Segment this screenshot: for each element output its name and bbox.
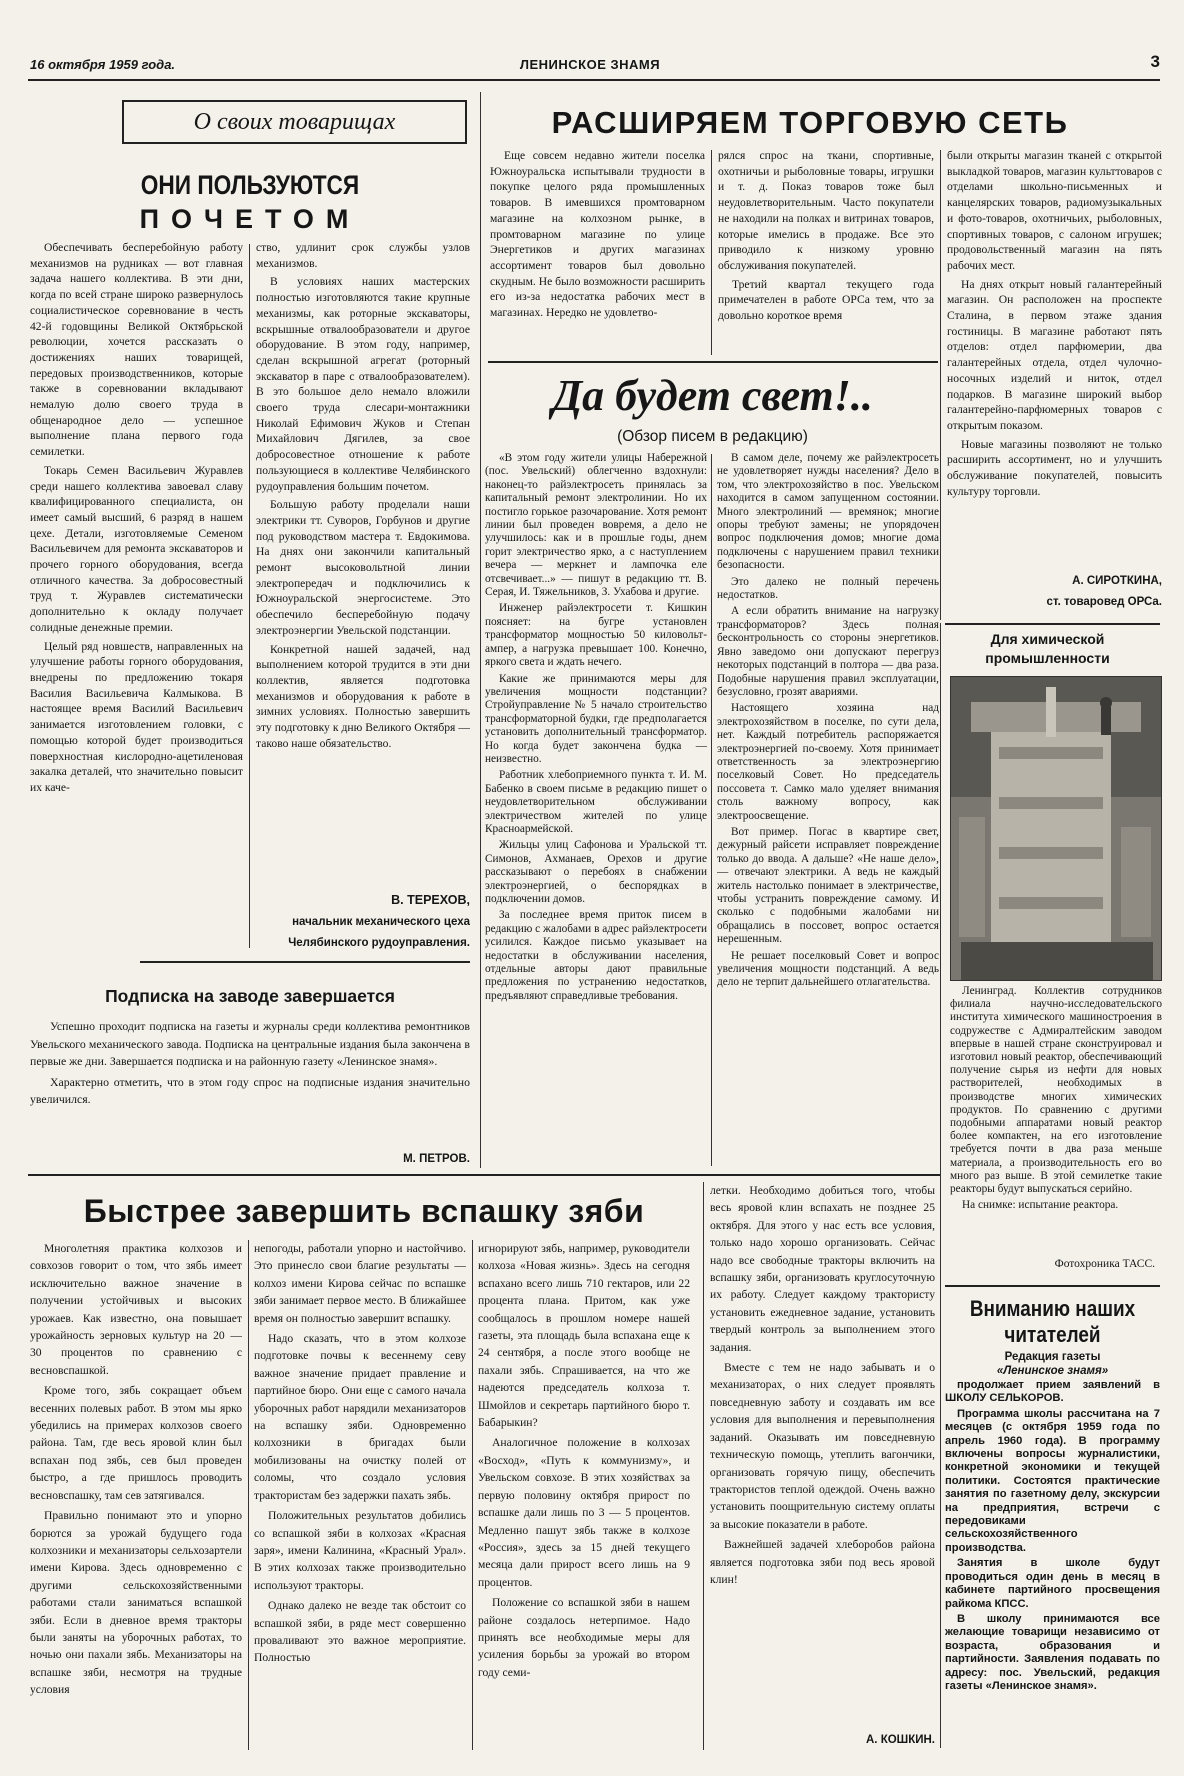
paragraph: Ленинград. Коллектив сотрудников филиала научно-исследовательского института химического машиностроения в содружестве с Адмиралтейским заводом впервые в нашей стране сконструировал и изготовил новый реактор, обеспечивающий получение сырья из нефти для новых растворителей, необходимых в производстве многих химических продуктов. По сравнению с другими подобными аппаратами новый реактор более компактен, на его изготовление требуется почти в два раза меньше материала, а производительность его во много раз выше. В этой семилетке такие реакторы будут выпускаться серийно. — [950, 985, 1162, 1196]
plowing-title: Быстрее завершить вспашку зяби — [83, 1193, 645, 1229]
paragraph: Многолетняя практика колхозов и совхозов говорит о том, что зябь имеет исключительно важное значение в получении устойчивых и высоких урожаев. Как известно, она повышает урожайность зерновых культур на 20 — 30 процентов по сравнению с весновспашкой. — [30, 1242, 242, 1377]
paragraph: Новые магазины позволяют не только расширить ассортимент, но и улучшить обслуживание покупателей, повысить культуру торговли. — [947, 437, 1162, 498]
trade-col1 — [490, 148, 705, 354]
paragraph: Положительных результатов добились со вспашкой зяби в колхозах «Красная заря», имени Калинина, «Красный Урал». В этих колхозах также производительно используют тракторы. — [254, 1509, 466, 1592]
comrades-col1 — [30, 240, 243, 950]
photo-caption — [950, 985, 1162, 1255]
subscription-signature: М. ПЕТРОВ. — [403, 1153, 470, 1165]
trade-signature-role: ст. товаровед ОРСа. — [1046, 596, 1162, 608]
section-rule — [945, 623, 1160, 625]
comrades-signature-name: В. ТЕРЕХОВ, — [391, 893, 470, 907]
column-rule — [248, 1240, 249, 1750]
notice-title-line2: читателей — [1004, 1322, 1101, 1347]
paragraph: Настоящего хозяина над электрохозяйством в поселке, по сути дела, нет. Каждый потребитель распоряжается электроэнергией по-своему. Хотя принимает ответственность за электроэнергию поселковый Совет. Но председатель поссовета т. Самко мало уделяет внимания столь важному вопросу, как электроосвещение. — [717, 702, 939, 822]
section-rule — [488, 361, 938, 363]
masthead: ЛЕНИНСКОЕ ЗНАМЯ — [519, 57, 661, 72]
light-subtitle: (Обзор писем в редакцию) — [617, 428, 808, 445]
paragraph: Обеспечивать бесперебойную работу механизмов на рудниках — вот главная задача нашего коллектива. В эти дни, когда по всей стране широко развернулось социалистическое соревнование в честь 42-й годовщины Великой Октябрьской революции, хочется рассказать о достижениях наших товарищей, передовых производственников, которые также в соревновании вкладывают немалую долю своего труда в общенародное дело — успешное выполнение плана первого года семилетки. — [30, 241, 243, 459]
paragraph: Работник хлебоприемного пункта т. И. М. Бабенко в своем письме в редакцию пишет о неудовлетворительном обслуживании электричеством жителей по улице Красноармейской. — [485, 769, 707, 835]
section-rule — [28, 1174, 940, 1176]
subscription-title: Подписка на заводе завершается — [105, 986, 395, 1006]
light-col2 — [717, 452, 939, 1164]
notice-lead1: Редакция газеты — [1004, 1351, 1101, 1363]
column-rule — [711, 454, 712, 1166]
paragraph: Какие же принимаются меры для увеличения мощности подстанции? Стройуправление № 5 начало строительство трансформаторной будки, где предполагается установить дополнительный трансформатор. Но когда будет закончена будка — неизвестно. — [485, 672, 707, 765]
rubric-box — [122, 100, 467, 144]
paragraph: Целый ряд новшеств, направленных на улучшение работы горного оборудования, внедрены по предложению токаря Василия Васильевича Калмыкова. В настоящее время Василий Васильевич занимается изготовлением головки, с помощью которой будет производиться поверхностная кислородно-ацетиленовая закалка деталей, что значительно повысит их каче- — [30, 639, 243, 794]
paragraph: были открыты магазин тканей с открытой выкладкой товаров, магазин культтоваров с отделами школьно-письменных и канцелярских товаров, радиомузыкальных и фото-товаров, охотничьих, рыболовных, спортивных товаров, с салоном игрушек; продовольственный магазин на пять рабочих мест. — [947, 149, 1162, 272]
column-rule — [711, 150, 712, 355]
paragraph: В школу принимаются все желающие товарищи независимо от возраста, образования и партийности. Заявления подавать по адресу: пос. Увельский, редакция газеты «Ленинское знамя». — [945, 1612, 1160, 1692]
trade-title: РАСШИРЯЕМ ТОРГОВУЮ СЕТЬ — [551, 105, 1069, 140]
paragraph: продолжает прием заявлений в ШКОЛУ СЕЛЬКОРОВ. — [945, 1379, 1160, 1405]
plowing-col2 — [254, 1240, 466, 1752]
trade-col3 — [947, 148, 1162, 568]
paragraph: На снимке: испытание реактора. — [962, 1199, 1119, 1212]
paragraph: В условиях наших мастерских полностью изготовляются такие крупные механизмы, как роторные экскаваторы, вскрышные отвалообразователи и другое оборудование. В этом году, например, сделан вскрышной агрегат (роторный экскаватор в паре с отвалообразователем). В это большое дело немало вложили своего труда слесари-монтажники Николай Ефимович Жуков и Степан Михайлович Дягилев, за свое добросовестное отношение к работе пользующиеся в коллективе Челябинского рудоуправления большим почетом. — [256, 275, 470, 493]
notice-lead2: «Ленинское знамя» — [996, 1365, 1109, 1377]
comrades-signature-role1: начальник механического цеха — [292, 916, 470, 928]
page-number: 3 — [1150, 52, 1160, 71]
paragraph: Положение со вспашкой зяби в нашем районе создалось нетерпимое. Надо принять все необходимые меры для усиления борьбы за урожай во втором году семи- — [478, 1596, 690, 1679]
reactor-photo — [950, 676, 1162, 981]
section-rule — [140, 961, 470, 963]
column-rule — [472, 1240, 473, 1750]
paragraph: летки. Необходимо добиться того, чтобы весь яровой клин вспахать не позднее 25 октября. Для этого у нас есть все условия, только надо хорошо организовать. Сейчас надо все свободные тракторы включить на вспашку зяби, организовать круглосуточную их работу. Следует каждому трактористу установить ежедневное задание, установить твердый контроль за выполнением этого задания. — [710, 1184, 935, 1354]
paragraph: Успешно проходит подписка на газеты и журналы среди коллектива ремонтников Увельского механического завода. Подписка на центральные издания была закончена в первые же дни. Завершается подписка и на районную газету «Ленинское знамя». — [30, 1019, 470, 1068]
paragraph: Аналогичное положение в колхозах «Восход», «Путь к коммунизму», и Увельском совхозе. В этих хозяйствах за первую половину октября прирост по вспашке дали лишь по 3 — 5 процентов. Медленно пашут зябь также в колхозе «Россия», здесь за 15 дней текущего месяца дали прирост всего лишь на 9 процентов. — [478, 1436, 690, 1589]
paragraph: Токарь Семен Васильевич Журавлев среди нашего коллектива завоевал славу квалифицированного специалиста, он имеет самый высший, 6 разряд в нашем цехе. Детали, изготовляемые Семеном Васильевичем для ремонта экскаваторов и прочего горного оборудования, всегда отличного качества. За добросовестный труд т. Журавлев систематически дополнительно к окладу получает солидные денежные премии. — [30, 463, 243, 634]
paragraph: Надо сказать, что в этом колхозе подготовке почвы к весеннему севу важное значение придает правление и партийное бюро. Они еще с самого начала уборочных работ нарядили механизаторов на вспашку зяби. Одновременно колхозники в бригадах были мобилизованы на очистку полей от соломы, что создало условия трактористам без задержки пахать зябь. — [254, 1332, 466, 1502]
paragraph: непогоды, работали упорно и настойчиво. Это принесло свои благие результаты — колхоз имени Кирова сейчас по вспашке зяби занимает первое место. В ближайшее время он полностью завершит вспашку. — [254, 1242, 466, 1325]
light-col1 — [485, 452, 707, 1164]
reactor-photo-image — [951, 677, 1162, 981]
paragraph: рялся спрос на ткани, спортивные, охотничьи и рыболовные товары, игрушки и т. д. Показ товаров тоже был неудовлетворительным. Часто покупатели не находили на полках и витринах товаров, которые имелись в продаже. Все это приводило к низкому уровню обслуживания покупателей. — [718, 149, 934, 272]
paragraph: Жильцы улиц Сафонова и Уральской тт. Симонов, Ахманаев, Орехов и другие рассказывают о перебоях в снабжении электроэнергией, о беспорядках в подключении домов. — [485, 839, 707, 905]
paragraph: Это далеко не полный перечень недостатков. — [717, 575, 939, 602]
paragraph: Вот пример. Погас в квартире свет, дежурный райсети исправляет повреждение только до ввода. А дальше? «Не наше дело», — отвечают электрики. А ведь не каждый житель настолько понимает в электричестве, чтобы устранить повреждение самому. И сколько с подобными жалобами ни обращались в поссовет, вопрос остается нерешенным. — [717, 825, 939, 946]
plowing-col4 — [710, 1182, 935, 1730]
photo-heading: Для химической промышленности — [985, 631, 1110, 666]
column-rule — [249, 244, 250, 948]
paragraph: А если обратить внимание на нагрузку трансформаторов? Здесь полная бесконтрольность со стороны энергетиков. Явно заведомо они допускают перегруз некоторых подстанций в полтора — два раза. Подобные нарушения правил эксплуатации, безусловно, грозят авариями. — [717, 605, 939, 698]
paragraph: Программа школы рассчитана на 7 месяцев (с октября 1959 года по апрель 1960 года). В программу включены вопросы журналистики, конкретной экономики и текущей политики. Состоятся практические занятия по газетному делу, экскурсии на предприятия, встречи с передовиками сельскохозяйственного производства. — [945, 1407, 1160, 1554]
paragraph: Кроме того, зябь сокращает объем весенних полевых работ. В этом мы ярко убедились на примерах колхозов своего района. Там, где весь яровой клин был вспахан под зябь, сев был проведен быстро, а где пришлось проводить весновспашку, там сев затягивался. — [30, 1384, 242, 1502]
column-rule — [480, 92, 481, 1168]
paragraph: Инженер райэлектросети т. Кишкин поясняет: на бугре установлен трансформатор мощностью 50 киловольт-ампер, а нагрузка превышает 100. Конечно, яркого света и ждать нечего. — [485, 602, 707, 669]
issue-date: 16 октября 1959 года. — [30, 57, 176, 72]
subscription-body — [30, 1018, 470, 1134]
comrades-title-line1: ОНИ ПОЛЬЗУЮТСЯ — [140, 170, 360, 200]
column-rule — [940, 150, 941, 620]
paragraph: В самом деле, почему же райэлектросеть не удовлетворяет нужды населения? Дело в том, что электрохозяйство в пос. Увельском находится в самом запущенном состоянии. Много электролиний — времянок; многие опоры требуют замены; не упорядочен вопрос подключения домов; многие дома подключены с нарушением правил техники безопасности. — [717, 452, 939, 572]
rubric-label: О своих товарищах — [193, 109, 396, 135]
paragraph: ство, удлинит срок службы узлов механизмов. — [256, 241, 470, 270]
comrades-col2 — [256, 240, 470, 888]
paragraph: Еще совсем недавно жители поселка Южноуральска испытывали трудности в покупке целого ряда промышленных товаров. В имевшихся промтоварном магазине на колхозном рынке, в промтоварном магазине по улице Энергетиков и других магазинах ассортимент товаров был довольно скудным. Не было возможности расширить его из-за недостатка рабочих мест в магазинах. Нередко не удовлетво- — [490, 149, 705, 320]
paragraph: Конкретной нашей задачей, над выполнением которой трудится в эти дни коллектив, является подготовка механизмов и оборудования к работе в зимних условиях. Полностью завершить эту подготовку к дню Великого Октября — таково наше обязательство. — [256, 642, 470, 750]
header-rule — [28, 79, 1160, 81]
notice-title-line1: Вниманию наших — [969, 1296, 1136, 1321]
paragraph: За последнее время приток писем в редакцию с жалобами в адрес райэлектросети усилился. Каждое письмо указывает на недостатки в обслуживании населения, отдельные авторы дают правильные предложения по устранению недостатков, предъявляют справедливые требования. — [485, 909, 707, 1002]
paragraph: Не решает поселковый Совет и вопрос увеличения мощности подстанций. А ведь дело не терпит дальнейшего отлагательства. — [717, 949, 939, 989]
section-rule — [945, 1285, 1160, 1287]
photo-credit: Фотохроника ТАСС. — [1054, 1258, 1155, 1270]
paragraph: Большую работу проделали наши электрики тт. Суворов, Горбунов и другие под руководством мастера т. Евдокимова. На днях они закончили капитальный ремонт высоковольтной линии электропередач и подключились к Южноуральской энергосистеме. Это обеспечило бесперебойную подачу электроэнергии Увельской подстанции. — [256, 498, 470, 637]
paragraph: На днях открыт новый галантерейный магазин. Он расположен на проспекте Сталина, в первом этаже здания гостиницы. В магазине работают пять отделов: отдел парфюмерии, два галантерейных отдела, отдел чулочно-носочных изделий и ниток, отдел подарков. В магазине широкий выбор галантерейно-парфюмерных товаров с открытым показом. — [947, 277, 1162, 432]
paragraph: Правильно понимают это и упорно борются за урожай будущего года колхозники и механизаторы сельхозартели имени Кирова. Здесь одновременно с другими сельскохозяйственными работами стали заниматься вспашкой зяби. Если в дневное время тракторы были заняты на уборочных работах, то ночью они пахали зябь. Механизаторы на вспашке зяби, несмотря на трудные условия — [30, 1509, 242, 1697]
trade-signature-name: А. СИРОТКИНА, — [1072, 575, 1162, 587]
comrades-title-line2: ПОЧЕТОМ — [139, 204, 361, 234]
trade-col2 — [718, 148, 934, 354]
paragraph: игнорируют зябь, например, руководители колхоза «Новая жизнь». Здесь на сегодня вспахано всего лишь 710 гектаров, или 22 процента плана. Притом, как уже сообщалось в прошлом номере нашей газеты, эта площадь была вспахана еще к 24 сентября, а после этого вообще не пахали зябь. Спрашивается, на что же надеются председатель колхоза т. Шмойлов и секретарь партийного бюро т. Бабарыкин? — [478, 1242, 690, 1430]
light-title: Да будет свет!.. — [552, 371, 873, 420]
column-rule — [940, 623, 941, 1748]
paragraph: «В этом году жители улицы Набережной (пос. Увельский) облегченно вздохнули: наконец-то райэлектросеть принялась за капитальный ремонт электролинии. Но их постигло горькое разочарование. Хотя ремонт линии был проведен вовремя, а дело не улучшилось: как и в прошлые годы, днем горит электричество ярко, а с наступлением вечера — меркнет и лампочка еле отсвечивает...» — пишут в редакцию тт. В. Серая, И. Тяжельников, З. Ухабова и другие. — [485, 452, 707, 599]
column-rule — [703, 1182, 704, 1750]
paragraph: Характерно отметить, что в этом году спрос на подписные издания значительно увеличился. — [30, 1074, 470, 1106]
notice-body — [945, 1379, 1160, 1749]
plowing-signature: А. КОШКИН. — [866, 1734, 935, 1746]
paragraph: Третий квартал текущего года примечателен в работе ОРСа тем, что за довольно короткое время — [718, 277, 934, 323]
comrades-signature-role2: Челябинского рудоуправления. — [288, 937, 470, 949]
paragraph: Важнейшей задачей хлеборобов района является подготовка зяби под весь яровой клин! — [710, 1538, 935, 1586]
plowing-col3 — [478, 1240, 690, 1752]
plowing-col1 — [30, 1240, 242, 1752]
paragraph: Однако далеко не везде так обстоит со вспашкой зяби, в ряде мест совершенно проваливают это важное мероприятие. Полностью — [254, 1599, 466, 1665]
paragraph: Вместе с тем не надо забывать и о механизаторах, о них следует проявлять повседневную заботу и создавать им все условия для выполнения и перевыполнения заданий. Оказывать им повседневную техническую помощь, утеплить вагончики, организовать горячую пищу, обеспечить трактористов теплой одеждой. Очень важно установить поощрительную систему оплаты за высокие показатели в работе. — [710, 1361, 935, 1531]
paragraph: Занятия в школе будут проводиться один день в месяц в кабинете партийного просвещения райкома КПСС. — [945, 1557, 1160, 1610]
